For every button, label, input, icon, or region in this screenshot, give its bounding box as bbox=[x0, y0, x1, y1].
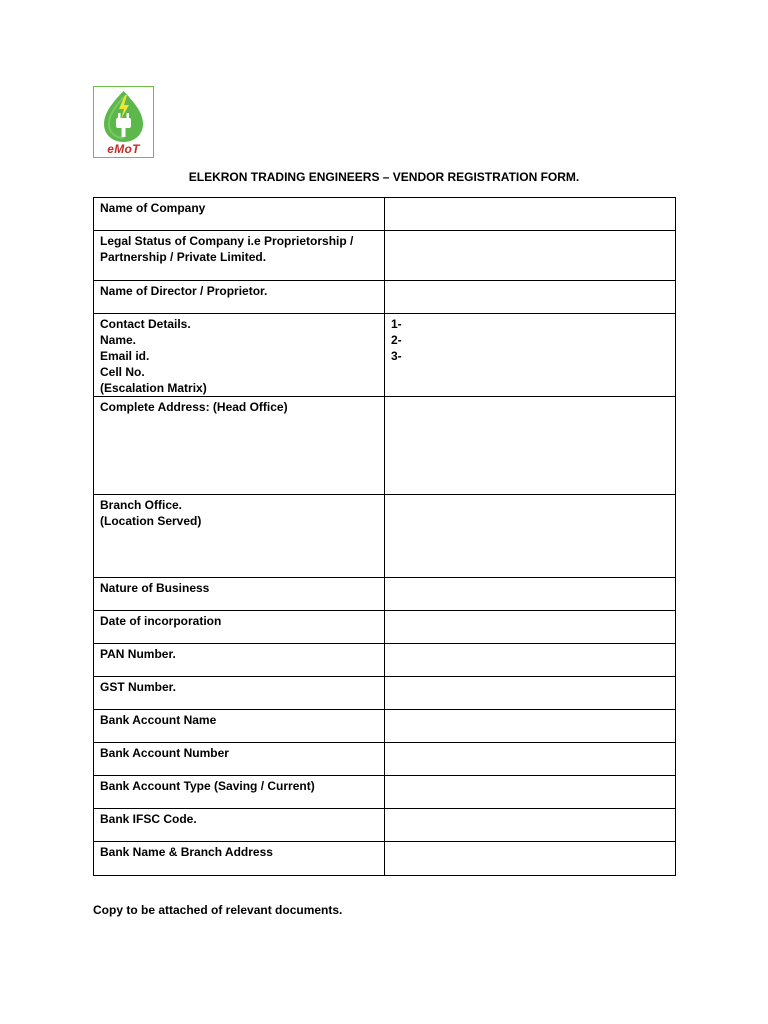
label-line: Complete Address: (Head Office) bbox=[100, 400, 288, 414]
gst-number-label bbox=[94, 677, 385, 710]
label-line: Name of Company bbox=[100, 201, 206, 215]
bank-name-branch-label bbox=[94, 842, 385, 876]
table-row bbox=[94, 842, 676, 876]
head-office-address-label bbox=[94, 397, 385, 495]
label-line: Email id. bbox=[100, 349, 150, 363]
table-row bbox=[94, 495, 676, 578]
table-row bbox=[94, 231, 676, 281]
label-line: Partnership / Private Limited. bbox=[100, 250, 267, 264]
date-of-incorporation-label bbox=[94, 611, 385, 644]
table-row bbox=[94, 314, 676, 397]
table-row bbox=[94, 397, 676, 495]
label-line: Contact Details. bbox=[100, 317, 191, 331]
legal-status-field[interactable] bbox=[385, 231, 676, 281]
table-row bbox=[94, 743, 676, 776]
table-row bbox=[94, 710, 676, 743]
label-line: (Location Served) bbox=[100, 514, 202, 528]
label-line: Name of Director / Proprietor. bbox=[100, 284, 268, 298]
company-logo bbox=[93, 86, 154, 158]
bank-account-number-field[interactable] bbox=[385, 743, 676, 776]
value-line: 3- bbox=[391, 349, 402, 363]
company-name-field[interactable] bbox=[385, 198, 676, 231]
bank-account-number-label bbox=[94, 743, 385, 776]
nature-of-business-label bbox=[94, 578, 385, 611]
director-name-field[interactable] bbox=[385, 281, 676, 314]
footer-note: Copy to be attached of relevant documents. bbox=[93, 903, 343, 917]
gst-number-field[interactable] bbox=[385, 677, 676, 710]
branch-office-field[interactable] bbox=[385, 495, 676, 578]
label-line: Name. bbox=[100, 333, 137, 347]
label-line: (Escalation Matrix) bbox=[100, 381, 207, 395]
bank-account-type-label bbox=[94, 776, 385, 809]
contact-details-label bbox=[94, 314, 385, 397]
table-row bbox=[94, 611, 676, 644]
bank-account-name-label bbox=[94, 710, 385, 743]
date-of-incorporation-field[interactable] bbox=[385, 611, 676, 644]
bank-ifsc-code-label bbox=[94, 809, 385, 842]
logo-text: eMoT bbox=[107, 142, 140, 156]
registration-table bbox=[93, 197, 676, 876]
label-line: Bank IFSC Code. bbox=[100, 812, 197, 826]
bank-ifsc-code-field[interactable] bbox=[385, 809, 676, 842]
director-name-label bbox=[94, 281, 385, 314]
label-line: Bank Account Name bbox=[100, 713, 217, 727]
label-line: PAN Number. bbox=[100, 647, 176, 661]
label-line: Nature of Business bbox=[100, 581, 210, 595]
table-row bbox=[94, 198, 676, 231]
label-line: Date of incorporation bbox=[100, 614, 222, 628]
table-row bbox=[94, 578, 676, 611]
head-office-address-field[interactable] bbox=[385, 397, 676, 495]
label-line: GST Number. bbox=[100, 680, 177, 694]
leaf-plug-icon bbox=[94, 87, 153, 145]
label-line: Branch Office. bbox=[100, 498, 183, 512]
table-row bbox=[94, 677, 676, 710]
page-title: ELEKRON TRADING ENGINEERS – VENDOR REGISTRATION FORM. bbox=[188, 170, 580, 184]
value-line: 1- bbox=[391, 317, 402, 331]
nature-of-business-field[interactable] bbox=[385, 578, 676, 611]
value-line: 2- bbox=[391, 333, 402, 347]
table-row bbox=[94, 809, 676, 842]
label-line: Bank Name & Branch Address bbox=[100, 845, 273, 859]
branch-office-label bbox=[94, 495, 385, 578]
label-line: Cell No. bbox=[100, 365, 145, 379]
label-line: Bank Account Number bbox=[100, 746, 229, 760]
bank-account-name-field[interactable] bbox=[385, 710, 676, 743]
pan-number-field[interactable] bbox=[385, 644, 676, 677]
legal-status-label bbox=[94, 231, 385, 281]
company-name-label bbox=[94, 198, 385, 231]
table-row bbox=[94, 644, 676, 677]
label-line: Bank Account Type (Saving / Current) bbox=[100, 779, 315, 793]
table-row bbox=[94, 281, 676, 314]
table-row bbox=[94, 776, 676, 809]
contact-details-field[interactable] bbox=[385, 314, 676, 397]
pan-number-label bbox=[94, 644, 385, 677]
bank-name-branch-field[interactable] bbox=[385, 842, 676, 876]
bank-account-type-field[interactable] bbox=[385, 776, 676, 809]
label-line: Legal Status of Company i.e Proprietorship / bbox=[100, 234, 354, 248]
